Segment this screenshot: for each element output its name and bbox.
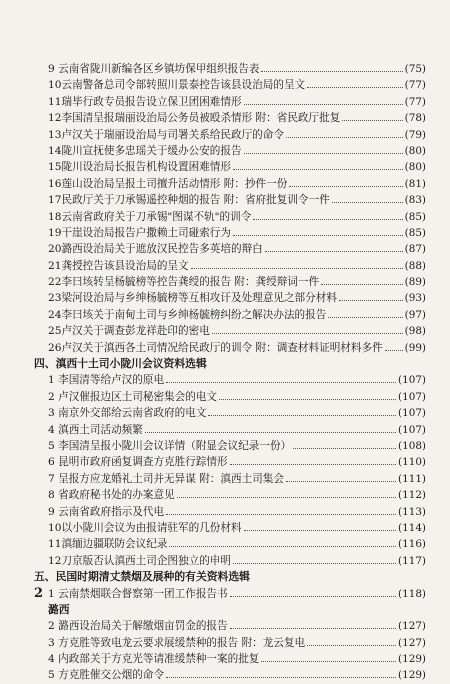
toc-entry-page: (78) <box>404 112 426 125</box>
toc-entry-page: (127) <box>398 636 426 649</box>
toc-entry <box>34 94 426 110</box>
toc-entry <box>34 77 426 93</box>
dot-leader <box>191 268 403 269</box>
toc-entry-page: (93) <box>404 292 426 305</box>
dot-leader <box>339 300 403 301</box>
dot-leader <box>385 350 403 351</box>
toc-entry <box>34 290 426 306</box>
toc-entry <box>34 651 426 667</box>
dot-leader <box>261 661 396 662</box>
dot-leader <box>321 284 403 285</box>
toc-entry-page: (97) <box>404 308 426 321</box>
toc-entry <box>34 667 426 683</box>
toc-entry-page: (118) <box>398 587 426 600</box>
dot-leader <box>230 628 396 629</box>
toc-entry-page: (107) <box>398 374 426 387</box>
toc-entry-page: (89) <box>404 276 426 289</box>
dot-leader <box>212 333 403 334</box>
toc-entry-title: 6 昆明市政府函复调查方克胜行踪情形 <box>48 456 228 469</box>
dot-leader <box>286 137 403 138</box>
toc-entry-page: (117) <box>398 554 426 567</box>
toc-entry-page: (83) <box>404 194 426 207</box>
dot-leader <box>166 514 396 515</box>
toc-entry <box>34 143 426 159</box>
toc-entry-page: (80) <box>404 144 426 157</box>
toc-entry-title: 11滇缅边疆联防会议纪录 <box>48 538 168 551</box>
toc-entry-page: (81) <box>404 177 426 190</box>
dot-leader <box>253 219 402 220</box>
toc-entry-page: (114) <box>398 521 426 534</box>
toc-entry-title: 25卢汉关于调查彭龙祥赴印的密电 <box>48 325 210 338</box>
dot-leader <box>169 546 396 547</box>
toc-entry <box>34 209 426 225</box>
toc-entry-page: (87) <box>404 243 426 256</box>
toc-entry-page: (107) <box>398 423 426 436</box>
toc-group-2 <box>34 372 426 569</box>
toc-entry <box>34 405 426 421</box>
toc-entry-title: 23梁河设治局与乡绅杨毓榜等互相攻讦及处理意见之部分材料 <box>48 292 337 305</box>
dot-leader <box>289 186 402 187</box>
toc-entry-title: 2 潞西设治局关于解缴烟亩罚金的报告 <box>48 620 228 633</box>
toc-entry <box>34 487 426 503</box>
toc-entry-page: (77) <box>404 79 426 92</box>
toc-entry-title: 8 省政府秘书处的办案意见 <box>48 489 175 502</box>
toc-entry <box>34 258 426 274</box>
toc-entry-page: (80) <box>404 161 426 174</box>
toc-entry-title: 24李曰垓关于南甸土司与乡绅杨毓榜纠纷之解决办法的报告 <box>48 308 327 321</box>
toc-entry-title: 4 滇西土司活动频繁 <box>48 423 143 436</box>
toc-entry-page: (112) <box>398 489 426 502</box>
toc-entry-title: 21龚授控告该县设治局的呈文 <box>48 259 189 272</box>
dot-leader <box>219 399 396 400</box>
table-of-contents <box>34 61 426 684</box>
dot-leader <box>177 497 396 498</box>
toc-entry <box>34 274 426 290</box>
toc-entry <box>34 176 426 192</box>
dot-leader <box>332 202 403 203</box>
toc-entry-title: 7 呈报方应龙婚礼土司并无异谋 附：滇西土司集会 <box>48 472 284 485</box>
toc-entry <box>34 127 426 143</box>
toc-entry <box>34 438 426 454</box>
dot-leader <box>261 71 402 72</box>
toc-entry-page: (77) <box>404 95 426 108</box>
toc-entry <box>34 504 426 520</box>
toc-entry-title: 4 内政部关于方克光等请准缓禁种一案的批复 <box>48 653 260 666</box>
toc-entry <box>34 520 426 536</box>
dot-leader <box>293 448 396 449</box>
dot-leader <box>244 104 403 105</box>
page-number: 2 <box>34 586 44 601</box>
toc-entry-title: 3 南京外交部给云南省政府的电文 <box>48 407 207 420</box>
toc-entry-title: 10云南警备总司令部转照川景泰控告该县设治局的呈文 <box>48 79 306 92</box>
toc-entry-page: (88) <box>404 259 426 272</box>
toc-group-1 <box>34 61 426 356</box>
toc-entry-title: 1 李国清等给卢汉的原电 <box>48 374 165 387</box>
toc-entry-page: (85) <box>404 226 426 239</box>
toc-entry-title: 2 卢汉催报边区土司秘密集会的电文 <box>48 390 218 403</box>
toc-entry-title: 14陇川宣抚使多忠瑶关于缓办公安的报告 <box>48 144 242 157</box>
toc-entry <box>34 323 426 339</box>
dot-leader <box>328 317 402 318</box>
dot-leader <box>233 169 403 170</box>
toc-entry-title: 12刀京版否认滇西土司企图独立的申明 <box>48 554 231 567</box>
toc-entry <box>34 372 426 388</box>
dot-leader <box>166 677 396 678</box>
dot-leader <box>233 235 403 236</box>
toc-entry <box>34 192 426 208</box>
toc-entry-title: 5 李国清呈报小陇川会议详情（附显会议纪录一份） <box>48 439 292 452</box>
toc-entry <box>34 586 426 602</box>
toc-entry-title: 1 云南禁烟联合督察第一团工作报告书 <box>48 587 228 600</box>
dot-leader <box>230 596 396 597</box>
toc-entry-page: (127) <box>398 620 426 633</box>
toc-entry <box>34 471 426 487</box>
sub-heading-luxi: 潞西 <box>48 602 70 616</box>
dot-leader <box>286 481 396 482</box>
toc-entry <box>34 454 426 470</box>
toc-entry-page: (129) <box>398 653 426 666</box>
toc-entry <box>34 536 426 552</box>
toc-entry-title: 9 云南省政府指示及代电 <box>48 505 165 518</box>
dot-leader <box>244 530 396 531</box>
toc-entry <box>34 389 426 405</box>
toc-entry <box>34 340 426 356</box>
toc-entry <box>34 110 426 126</box>
toc-entry <box>34 61 426 77</box>
toc-entry-title: 11瑞毕行政专员报告设立保卫团困难情形 <box>48 95 242 108</box>
dot-leader <box>208 415 396 416</box>
toc-entry-title: 20潞西设治局关于遮放汉民控告多英培的辩白 <box>48 243 263 256</box>
toc-entry-page: (98) <box>404 325 426 338</box>
toc-entry-title: 13卢汉关于瑞丽设治局与司署关系给民政厅的命令 <box>48 128 284 141</box>
toc-entry-page: (79) <box>404 128 426 141</box>
toc-entry-title: 19干崖设治局报告户撒赖土司碰索行为 <box>48 226 231 239</box>
toc-entry-page: (110) <box>398 456 426 469</box>
dot-leader <box>265 251 403 252</box>
toc-entry-title: 22李曰垓转呈杨毓榜等控告龚绶的报告 附：龚绶辩词一件 <box>48 276 320 289</box>
toc-entry-title: 3 方克胜等致电龙云要求展缓禁种的报告 附：龙云复电 <box>48 636 306 649</box>
toc-entry-page: (113) <box>398 505 426 518</box>
toc-entry-page: (99) <box>404 341 426 354</box>
toc-entry-page: (107) <box>398 407 426 420</box>
section-heading-5: 五、民国时期清丈禁烟及展种的有关资料选辑 <box>34 570 250 584</box>
section-heading-4: 四、滇西十土司小陇川会议资料选辑 <box>34 357 207 371</box>
toc-entry <box>34 159 426 175</box>
dot-leader <box>233 563 396 564</box>
toc-entry-title: 9 云南省陇川新编各区乡镇坊保甲组织报告表 <box>48 63 260 75</box>
toc-entry-page: (85) <box>404 210 426 223</box>
toc-entry <box>34 307 426 323</box>
toc-entry <box>34 225 426 241</box>
toc-entry-title: 15陇川设治局长报告机构设置困难情形 <box>48 161 231 174</box>
toc-entry <box>34 635 426 651</box>
dot-leader <box>230 464 396 465</box>
dot-leader <box>307 87 403 88</box>
toc-entry <box>34 553 426 569</box>
toc-group-4 <box>34 618 426 684</box>
toc-entry-title: 26卢汉关于滇西各土司情况给民政厅的训令 附：调查材料证明材料多件 <box>48 341 383 354</box>
dot-leader <box>244 153 403 154</box>
toc-entry-page: (116) <box>398 538 426 551</box>
toc-entry-page: (108) <box>398 439 426 452</box>
toc-entry-title: 5 方克胜催交公烟的命令 <box>48 669 165 682</box>
toc-entry <box>34 618 426 634</box>
dot-leader <box>307 645 396 646</box>
toc-entry-title: 16莲山设治局呈报土司擅升活动情形 附：抄件一份 <box>48 177 288 190</box>
toc-entry-page: (129) <box>398 669 426 682</box>
toc-entry-title: 18云南省政府关于刀承锡"图谋不轨"的训令 <box>48 210 252 223</box>
toc-entry <box>34 241 426 257</box>
dot-leader <box>166 382 396 383</box>
toc-entry-title: 10以小陇川会议为由报请驻军的几份材料 <box>48 521 242 534</box>
toc-entry-page: (107) <box>398 390 426 403</box>
dot-leader <box>342 120 402 121</box>
toc-entry <box>34 422 426 438</box>
dot-leader <box>145 432 396 433</box>
toc-entry-page: (111) <box>398 472 426 485</box>
toc-entry-title: 12李国清呈报瑞丽设治局公务员被殴杀情形 附：省民政厅批复 <box>48 112 341 125</box>
toc-group-3 <box>34 586 426 602</box>
toc-entry-title: 17民政厅关于刀承锡遥控种烟的报告 附：省府批复训令一件 <box>48 194 330 207</box>
toc-entry-page: (75) <box>404 63 426 75</box>
